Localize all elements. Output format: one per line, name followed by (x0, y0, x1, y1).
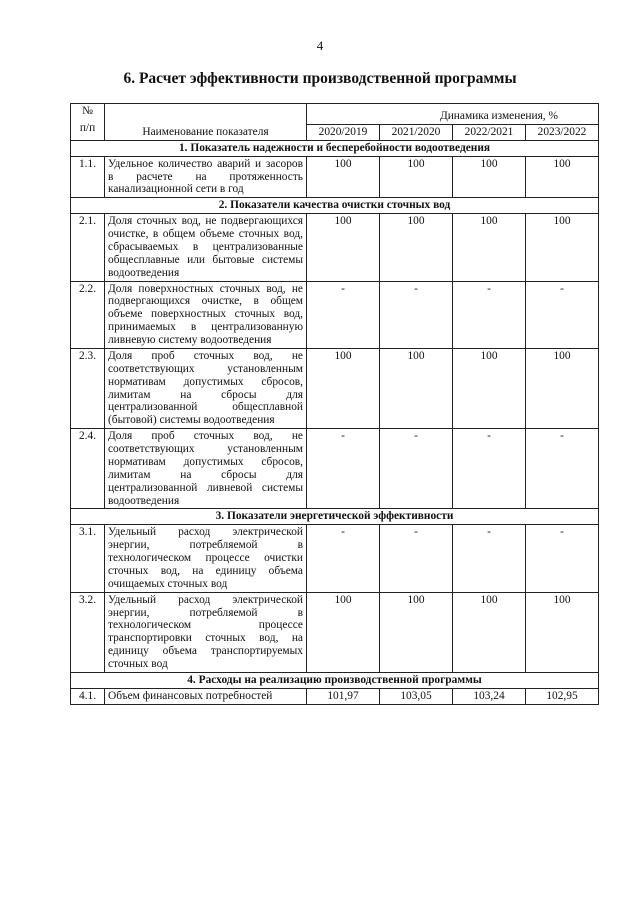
row-indicator-name (105, 592, 307, 672)
row-number: 3.1. (71, 525, 105, 592)
row-value: 100 (526, 214, 599, 281)
row-value: - (307, 429, 380, 509)
row-value: - (380, 429, 453, 509)
table-row (71, 429, 599, 509)
row-number: 2.2. (71, 281, 105, 348)
row-number: 2.1. (71, 214, 105, 281)
header-num-bottom: п/п (79, 121, 96, 134)
row-indicator-name (105, 348, 307, 428)
indicator-name-text: Удельный расход электрической энергии, потребляемой в технологическом процессе очистки сточных вод, на единицу объема очищаемых сточных вод (108, 526, 303, 590)
section-title: 2. Показатели качества очистки сточных вод (71, 198, 599, 214)
row-indicator-name (105, 688, 307, 704)
table-body (71, 140, 599, 704)
section-title: 3. Показатели энергетической эффективности (71, 509, 599, 525)
row-value: 103,05 (380, 688, 453, 704)
section-header-row (71, 198, 599, 214)
page-number: 4 (316, 38, 324, 53)
row-indicator-name (105, 156, 307, 198)
table-row (71, 281, 599, 348)
row-number: 2.4. (71, 429, 105, 509)
header-year: 2021/2020 (380, 124, 453, 140)
row-number: 3.2. (71, 592, 105, 672)
row-value: 100 (307, 156, 380, 198)
row-value: 100 (526, 156, 599, 198)
header-year: 2022/2021 (453, 124, 526, 140)
row-value: 100 (453, 156, 526, 198)
row-number: 1.1. (71, 156, 105, 198)
row-indicator-name (105, 214, 307, 281)
row-value: 100 (307, 214, 380, 281)
row-value: 100 (307, 348, 380, 428)
row-number: 2.3. (71, 348, 105, 428)
table-row (71, 214, 599, 281)
row-value: 100 (526, 348, 599, 428)
header-year: 2020/2019 (307, 124, 380, 140)
row-value: 100 (453, 348, 526, 428)
indicator-name-text: Доля поверхностных сточных вод, не подвергающихся очистке, в общем объеме поверхностных сточных вод, принимаемых в централизованную ливневую систему водоотведения (108, 282, 303, 346)
indicator-name-text: Доля сточных вод, не подвергающихся очистке, в общем объеме сточных вод, сбрасываемых в централизованные общесплавные или бытовые системы водоотведения (108, 215, 303, 279)
page-title: 6. Расчет эффективности производственной программы (123, 70, 517, 87)
table-row (71, 156, 599, 198)
row-value: 100 (380, 348, 453, 428)
section-title: 1. Показатель надежности и бесперебойности водоотведения (71, 140, 599, 156)
row-value: - (380, 281, 453, 348)
row-indicator-name (105, 525, 307, 592)
row-value: - (380, 525, 453, 592)
row-value: - (526, 525, 599, 592)
row-value: 103,24 (453, 688, 526, 704)
row-value: 100 (453, 214, 526, 281)
row-value: - (453, 429, 526, 509)
table-row (71, 348, 599, 428)
row-value: 100 (307, 592, 380, 672)
row-value: - (526, 429, 599, 509)
row-indicator-name (105, 429, 307, 509)
indicator-name-text: Доля проб сточных вод, не соответствующих установленным нормативам допустимых сбросов, лимитам на сбросы для централизованной общесплавной (бытовой) системы водоотведения (108, 349, 303, 427)
row-value: 100 (380, 592, 453, 672)
row-value: 101,97 (307, 688, 380, 704)
indicator-name-text: Объем финансовых потребностей (108, 689, 273, 702)
header-year: 2023/2022 (526, 124, 599, 140)
section-header-row (71, 140, 599, 156)
indicator-name-text: Доля проб сточных вод, не соответствующих установленным нормативам допустимых сбросов, лимитам на сбросы для централизованной ливневой системы водоотведения (108, 430, 303, 507)
row-value: - (307, 281, 380, 348)
header-dynamics: Динамика изменения, % (307, 104, 599, 125)
section-header-row (71, 509, 599, 525)
row-value: - (307, 525, 380, 592)
row-value: 100 (380, 214, 453, 281)
table-row (71, 688, 599, 704)
row-number: 4.1. (71, 688, 105, 704)
row-value: - (453, 525, 526, 592)
table-row (71, 525, 599, 592)
row-value: - (453, 281, 526, 348)
indicator-name-text: Удельное количество аварий и засоров в расчете на протяженность канализационной сети в год (108, 157, 303, 196)
header-num-top: № (82, 105, 93, 117)
row-value: 102,95 (526, 688, 599, 704)
row-value: - (526, 281, 599, 348)
row-value: 100 (526, 592, 599, 672)
table-row (71, 592, 599, 672)
header-num (71, 104, 105, 141)
efficiency-table (70, 103, 599, 705)
section-title: 4. Расходы на реализацию производственной программы (71, 672, 599, 688)
indicator-name-text: Удельный расход электрической энергии, потребляемой в технологическом процессе транспортировки сточных вод, на единицу объема транспортируемых сточных вод (108, 593, 303, 670)
row-indicator-name (105, 281, 307, 348)
row-value: 100 (380, 156, 453, 198)
section-header-row (71, 672, 599, 688)
header-name: Наименование показателя (105, 104, 307, 141)
row-value: 100 (453, 592, 526, 672)
